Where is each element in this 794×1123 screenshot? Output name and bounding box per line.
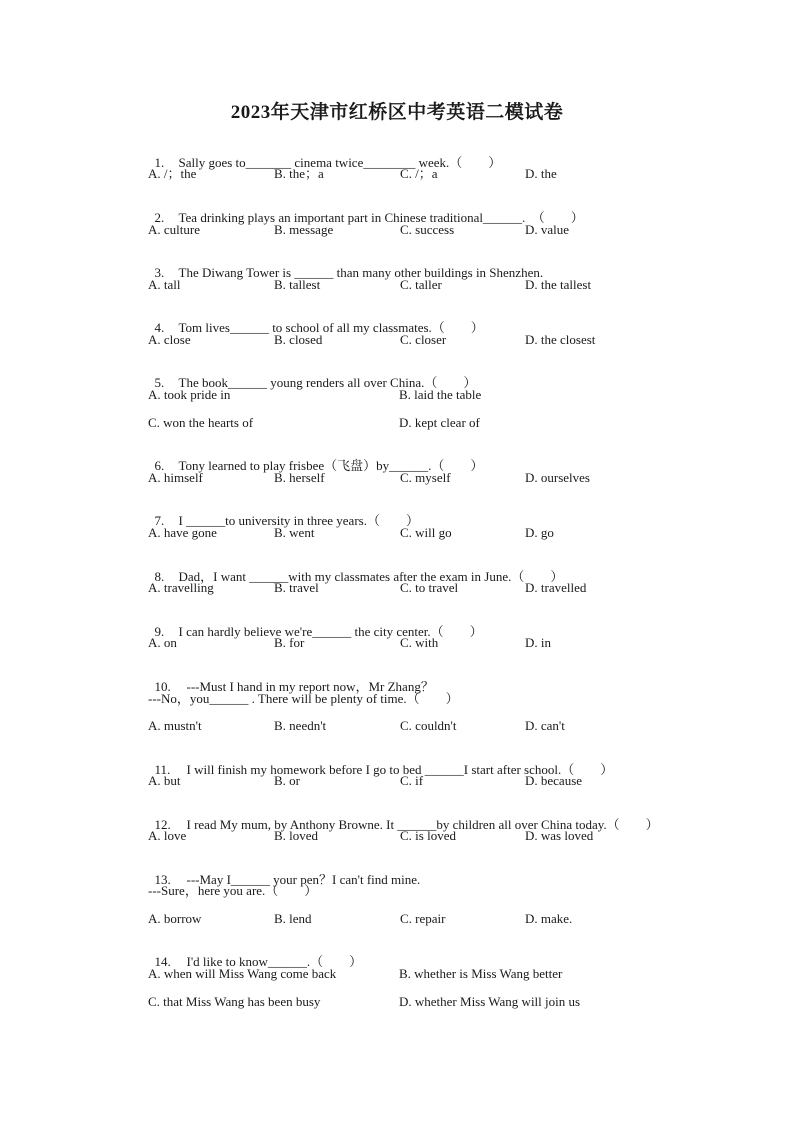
- question-text: I will finish my homework before I go to bed ______I start after school.（ ）: [186, 762, 614, 777]
- option-d[interactable]: D. was loved: [525, 828, 594, 843]
- option-b[interactable]: B. or: [274, 773, 300, 788]
- question-number: 7.: [154, 513, 165, 528]
- question-number: 12.: [154, 817, 171, 832]
- option-d[interactable]: D. whether Miss Wang will join us: [399, 994, 581, 1009]
- question-number: 14.: [154, 954, 171, 969]
- options-5-row2: [148, 415, 708, 431]
- question-text: The book______ young renders all over China.（ ）: [178, 375, 477, 390]
- options-14-row1: [148, 966, 708, 982]
- question-number: 8.: [154, 569, 165, 584]
- option-c[interactable]: C. taller: [400, 277, 442, 292]
- option-b[interactable]: B. needn't: [274, 718, 327, 733]
- option-a[interactable]: A. travelling: [148, 580, 214, 595]
- option-c[interactable]: C. myself: [400, 470, 451, 485]
- option-a[interactable]: A. borrow: [148, 911, 202, 926]
- question-10-reply: ---No，you______ . There will be plenty of time.（ ）: [148, 691, 459, 706]
- options-13: [148, 911, 708, 927]
- options-9: [148, 635, 708, 651]
- option-a[interactable]: A. mustn't: [148, 718, 202, 733]
- question-number: 3.: [154, 265, 165, 280]
- option-a[interactable]: A. /；the: [148, 166, 197, 181]
- question-number: 1.: [154, 155, 165, 170]
- option-b[interactable]: B. the；a: [274, 166, 324, 181]
- question-number: 10.: [154, 679, 171, 694]
- options-8: [148, 580, 708, 596]
- question-text: I read My mum, by Anthony Browne. It ______by children all over China today.（ ）: [186, 817, 659, 832]
- option-b[interactable]: B. travel: [274, 580, 319, 595]
- options-6: [148, 470, 708, 486]
- option-b[interactable]: B. herself: [274, 470, 325, 485]
- question-number: 2.: [154, 210, 165, 225]
- option-c[interactable]: C. is loved: [400, 828, 456, 843]
- question-13-reply: ---Sure，here you are.（ ）: [148, 883, 318, 898]
- option-c[interactable]: C. will go: [400, 525, 452, 540]
- option-b[interactable]: B. laid the table: [399, 387, 482, 402]
- option-c[interactable]: C. with: [400, 635, 439, 650]
- options-5-row1: [148, 387, 708, 403]
- question-text: I'd like to know______.（ ）: [186, 954, 363, 969]
- option-a[interactable]: A. on: [148, 635, 177, 650]
- option-d[interactable]: D. make.: [525, 911, 573, 926]
- question-number: 13.: [154, 872, 171, 887]
- page-title: 2023年天津市红桥区中考英语二模试卷: [230, 102, 564, 123]
- question-number: 11.: [154, 762, 171, 777]
- option-c[interactable]: C. couldn't: [400, 718, 457, 733]
- option-c[interactable]: C. that Miss Wang has been busy: [148, 994, 321, 1009]
- option-b[interactable]: B. tallest: [274, 277, 321, 292]
- option-a[interactable]: A. culture: [148, 222, 200, 237]
- question-text: I can hardly believe we're______ the city center.（ ）: [178, 624, 483, 639]
- option-d[interactable]: D. ourselves: [525, 470, 590, 485]
- options-4: [148, 332, 708, 348]
- question-text: ---May I______ your pen？I can't find mine.: [186, 872, 421, 887]
- option-a[interactable]: A. tall: [148, 277, 181, 292]
- question-text: Sally goes to_______ cinema twice________ week.（ ）: [178, 155, 502, 170]
- options-11: [148, 773, 708, 789]
- question-text: The Diwang Tower is ______ than many other buildings in Shenzhen.: [178, 265, 544, 280]
- option-b[interactable]: B. whether is Miss Wang better: [399, 966, 563, 981]
- option-d[interactable]: D. can't: [525, 718, 565, 733]
- option-b[interactable]: B. message: [274, 222, 334, 237]
- option-d[interactable]: D. the closest: [525, 332, 596, 347]
- option-d[interactable]: D. the tallest: [525, 277, 592, 292]
- option-d[interactable]: D. in: [525, 635, 551, 650]
- question-number: 5.: [154, 375, 165, 390]
- question-text: Dad，I want ______with my classmates after the exam in June.（ ）: [178, 569, 564, 584]
- option-a[interactable]: A. himself: [148, 470, 203, 485]
- question-text: I ______to university in three years.（ ）: [178, 513, 419, 528]
- option-b[interactable]: B. loved: [274, 828, 319, 843]
- option-d[interactable]: D. go: [525, 525, 554, 540]
- options-3: [148, 277, 708, 293]
- question-number: 4.: [154, 320, 165, 335]
- question-text: ---Must I hand in my report now，Mr Zhang？: [186, 679, 434, 694]
- option-a[interactable]: A. but: [148, 773, 181, 788]
- question-number: 9.: [154, 624, 165, 639]
- option-b[interactable]: B. for: [274, 635, 305, 650]
- option-b[interactable]: B. lend: [274, 911, 312, 926]
- option-a[interactable]: A. have gone: [148, 525, 217, 540]
- option-d[interactable]: D. value: [525, 222, 570, 237]
- option-a[interactable]: A. when will Miss Wang come back: [148, 966, 337, 981]
- option-d[interactable]: D. travelled: [525, 580, 587, 595]
- options-1: [148, 166, 708, 182]
- option-c[interactable]: C. closer: [400, 332, 447, 347]
- option-d[interactable]: D. the: [525, 166, 557, 181]
- question-number: 6.: [154, 458, 165, 473]
- option-b[interactable]: B. went: [274, 525, 315, 540]
- question-text: Tom lives______ to school of all my classmates.（ ）: [178, 320, 484, 335]
- question-text: Tea drinking plays an important part in Chinese traditional______. （ ）: [178, 210, 584, 225]
- option-a[interactable]: A. took pride in: [148, 387, 231, 402]
- option-d[interactable]: D. because: [525, 773, 583, 788]
- options-7: [148, 525, 708, 541]
- options-10: [148, 718, 708, 734]
- option-c[interactable]: C. to travel: [400, 580, 459, 595]
- options-2: [148, 222, 708, 238]
- option-c[interactable]: C. repair: [400, 911, 446, 926]
- question-text: Tony learned to play frisbee（飞盘）by______.（ ）: [178, 458, 484, 473]
- option-c[interactable]: C. /；a: [400, 166, 438, 181]
- option-b[interactable]: B. closed: [274, 332, 323, 347]
- option-d[interactable]: D. kept clear of: [399, 415, 480, 430]
- options-12: [148, 828, 708, 844]
- option-c[interactable]: C. if: [400, 773, 424, 788]
- option-c[interactable]: C. success: [400, 222, 455, 237]
- option-a[interactable]: A. close: [148, 332, 191, 347]
- option-a[interactable]: A. love: [148, 828, 187, 843]
- options-14-row2: [148, 994, 708, 1010]
- option-c[interactable]: C. won the hearts of: [148, 415, 254, 430]
